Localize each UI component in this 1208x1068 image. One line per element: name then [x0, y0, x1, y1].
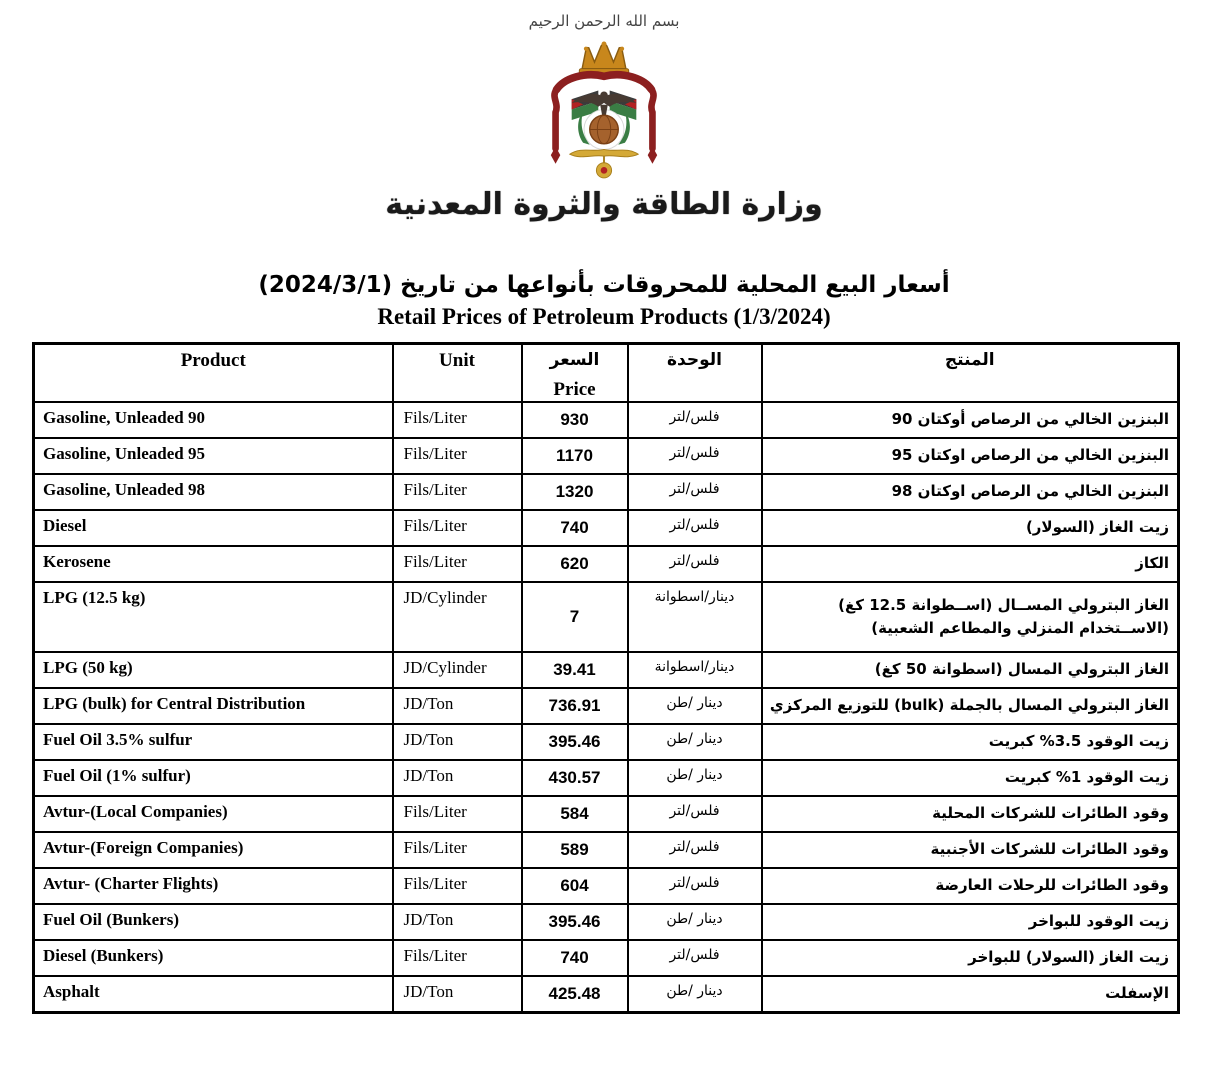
cell-product-ar: الإسفلت — [762, 976, 1179, 1012]
cell-unit-ar: دينار /طن — [628, 976, 762, 1012]
cell-product-ar: البنزين الخالي من الرصاص أوكتان 90 — [762, 402, 1179, 438]
cell-unit-ar: دينار/اسطوانة — [628, 652, 762, 688]
cell-product-ar: زيت الغاز (السولار) — [762, 510, 1179, 546]
cell-product-ar: زيت الغاز (السولار) للبواخر — [762, 940, 1179, 976]
cell-product-en: LPG (50 kg) — [34, 652, 393, 688]
table-row — [34, 832, 1179, 868]
price-table-body — [34, 402, 1179, 1012]
cell-unit-en: JD/Cylinder — [393, 652, 522, 688]
cell-unit-en: Fils/Liter — [393, 796, 522, 832]
cell-price: 395.46 — [522, 904, 628, 940]
letterhead — [0, 0, 1208, 222]
cell-unit-ar: دينار /طن — [628, 724, 762, 760]
cell-unit-en: JD/Ton — [393, 724, 522, 760]
cell-price: 395.46 — [522, 724, 628, 760]
cell-product-en: LPG (bulk) for Central Distribution — [34, 688, 393, 724]
cell-price: 604 — [522, 868, 628, 904]
price-header-arabic: السعر — [549, 350, 600, 370]
cell-unit-ar: دينار /طن — [628, 760, 762, 796]
cell-product-en: Gasoline, Unleaded 95 — [34, 438, 393, 474]
price-table — [32, 342, 1180, 1014]
column-header-product-ar: المنتج — [762, 344, 1179, 403]
cell-product-en: LPG (12.5 kg) — [34, 582, 393, 652]
table-row — [34, 904, 1179, 940]
cell-product-en: Avtur-(Foreign Companies) — [34, 832, 393, 868]
table-row — [34, 582, 1179, 652]
globe-icon — [590, 115, 619, 144]
column-header-unit-ar: الوحدة — [628, 344, 762, 403]
cell-unit-ar: فلس/لتر — [628, 474, 762, 510]
cell-price: 930 — [522, 402, 628, 438]
cell-unit-en: JD/Ton — [393, 760, 522, 796]
cell-unit-en: JD/Ton — [393, 904, 522, 940]
cell-unit-en: Fils/Liter — [393, 402, 522, 438]
cell-price: 1170 — [522, 438, 628, 474]
table-row — [34, 510, 1179, 546]
cell-product-ar: وقود الطائرات للرحلات العارضة — [762, 868, 1179, 904]
table-header-row — [34, 344, 1179, 403]
table-row — [34, 474, 1179, 510]
cell-product-en: Asphalt — [34, 976, 393, 1012]
cell-product-ar: الكاز — [762, 546, 1179, 582]
cell-unit-ar: دينار /طن — [628, 688, 762, 724]
cell-price: 425.48 — [522, 976, 628, 1012]
table-row — [34, 546, 1179, 582]
cell-unit-en: Fils/Liter — [393, 940, 522, 976]
cell-price: 740 — [522, 510, 628, 546]
ministry-name-calligraphy: وزارة الطاقة والثروة المعدنية — [385, 187, 823, 222]
cell-product-ar: وقود الطائرات للشركات الأجنبية — [762, 832, 1179, 868]
cell-unit-en: Fils/Liter — [393, 474, 522, 510]
cell-product-en: Gasoline, Unleaded 98 — [34, 474, 393, 510]
column-header-price — [522, 344, 628, 403]
cell-unit-en: Fils/Liter — [393, 832, 522, 868]
cell-product-en: Fuel Oil 3.5% sulfur — [34, 724, 393, 760]
cell-price: 736.91 — [522, 688, 628, 724]
cell-unit-ar: دينار /طن — [628, 904, 762, 940]
cell-unit-ar: فلس/لتر — [628, 402, 762, 438]
cell-price: 39.41 — [522, 652, 628, 688]
crown-icon — [579, 42, 628, 75]
document-title-arabic: أسعار البيع المحلية للمحروقات بأنواعها من تاريخ (2024/3/1) — [258, 272, 950, 298]
table-row — [34, 868, 1179, 904]
cell-unit-en: Fils/Liter — [393, 510, 522, 546]
cell-product-en: Fuel Oil (Bunkers) — [34, 904, 393, 940]
cell-product-ar: وقود الطائرات للشركات المحلية — [762, 796, 1179, 832]
cell-unit-en: JD/Ton — [393, 976, 522, 1012]
cell-product-ar: الغاز البترولي المسال (اسطوانة 50 كغ) — [762, 652, 1179, 688]
table-row — [34, 652, 1179, 688]
cell-unit-en: Fils/Liter — [393, 438, 522, 474]
cell-unit-ar: فلس/لتر — [628, 510, 762, 546]
cell-product-en: Kerosene — [34, 546, 393, 582]
table-row — [34, 796, 1179, 832]
cell-unit-ar: فلس/لتر — [628, 796, 762, 832]
cell-product-ar: البنزين الخالي من الرصاص اوكتان 95 — [762, 438, 1179, 474]
cell-price: 584 — [522, 796, 628, 832]
cell-unit-ar: فلس/لتر — [628, 940, 762, 976]
cell-unit-en: Fils/Liter — [393, 868, 522, 904]
cell-product-en: Avtur- (Charter Flights) — [34, 868, 393, 904]
cell-unit-ar: فلس/لتر — [628, 546, 762, 582]
medal-icon — [596, 156, 611, 178]
cell-product-en: Fuel Oil (1% sulfur) — [34, 760, 393, 796]
cell-product-en: Diesel (Bunkers) — [34, 940, 393, 976]
cell-price: 430.57 — [522, 760, 628, 796]
jordan-coat-of-arms-icon — [528, 38, 680, 183]
cell-product-en: Diesel — [34, 510, 393, 546]
cell-price: 1320 — [522, 474, 628, 510]
cell-price: 7 — [522, 582, 628, 652]
cell-price: 589 — [522, 832, 628, 868]
table-row — [34, 940, 1179, 976]
cell-price: 620 — [522, 546, 628, 582]
column-header-product-en: Product — [34, 344, 393, 403]
cell-product-ar: الغاز البترولي المســال (اســطوانة 12.5 كغ) (الاســتخدام المنزلي والمطاعم الشعبية) — [762, 582, 1179, 652]
document-title-english: Retail Prices of Petroleum Products (1/3/2024) — [377, 304, 831, 329]
cell-product-ar: الغاز البترولي المسال بالجملة (bulk) للتوزيع المركزي — [762, 688, 1179, 724]
cell-unit-en: Fils/Liter — [393, 546, 522, 582]
table-row — [34, 976, 1179, 1012]
column-header-unit-en: Unit — [393, 344, 522, 403]
cell-product-en: Avtur-(Local Companies) — [34, 796, 393, 832]
cell-product-en: Gasoline, Unleaded 90 — [34, 402, 393, 438]
cell-unit-ar: دينار/اسطوانة — [628, 582, 762, 652]
cell-unit-ar: فلس/لتر — [628, 438, 762, 474]
cell-product-ar: زيت الوقود للبواخر — [762, 904, 1179, 940]
price-header-english: Price — [553, 379, 596, 400]
cell-product-ar: زيت الوقود 1% كبريت — [762, 760, 1179, 796]
cell-unit-ar: فلس/لتر — [628, 832, 762, 868]
cell-product-ar: زيت الوقود 3.5% كبريت — [762, 724, 1179, 760]
table-row — [34, 688, 1179, 724]
cell-unit-en: JD/Ton — [393, 688, 522, 724]
table-row — [34, 724, 1179, 760]
cell-unit-en: JD/Cylinder — [393, 582, 522, 652]
table-row — [34, 438, 1179, 474]
table-row — [34, 402, 1179, 438]
table-row — [34, 760, 1179, 796]
cell-unit-ar: فلس/لتر — [628, 868, 762, 904]
cell-price: 740 — [522, 940, 628, 976]
cell-product-ar: البنزين الخالي من الرصاص اوكتان 98 — [762, 474, 1179, 510]
bismillah-calligraphy: بسم الله الرحمن الرحيم — [528, 12, 680, 30]
